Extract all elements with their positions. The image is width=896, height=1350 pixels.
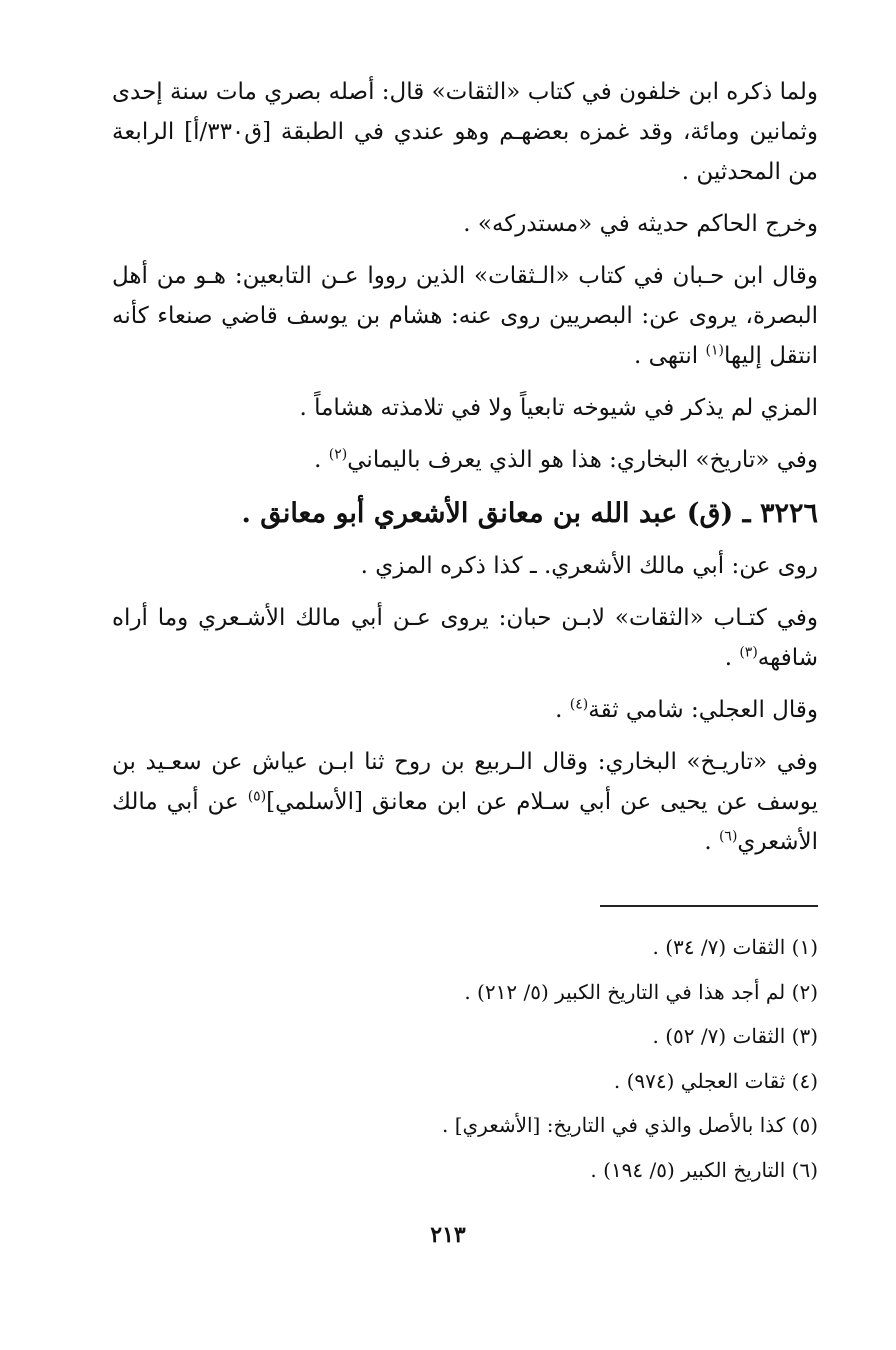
footnote-ref-4: (٤) (569, 696, 589, 713)
paragraph-4: المزي لم يذكر في شيوخه تابعياً ولا في تلامذته هشاماً . (299, 395, 818, 421)
footnote-item: (٦) التاريخ الكبير (٥/ ١٩٤) . (590, 1157, 818, 1182)
footnote-ref-3: (٣) (739, 644, 758, 661)
footnote-item: (١) الثقات (٧/ ٣٤) . (652, 935, 818, 959)
footnote-item: (٣) الثقات (٧/ ٥٢) . (652, 1024, 818, 1048)
paragraph-9: وفي «تاريـخ» البخاري: وقال الـربيع بن روح ثنا ابـن عياش عن سعـيد بن يوسف عن يحيى عن أبي سـلام عن ابن معانق [الأسلمي]$^{(٥)}$ عن أبي مالك الأشعري$^{(٦)}$ . (112, 749, 818, 855)
paragraph-8: وقال العجلي: شامي ثقة$^{(٤)}$ . (555, 696, 818, 723)
footnote-ref-6: (٦) (718, 828, 738, 845)
footnote-ref-1: (١) (705, 342, 724, 359)
footnote-separator (600, 905, 818, 907)
paragraph-3: وقال ابن حـبان في كتاب «الـثقات» الذين رووا عـن التابعين: هـو من أهل البصرة، يروى عن: البصريين روى عنه: هشام بن يوسف قاضي صنعاء كأنه انتقل إليها$^{(١)}$ انتهى . (112, 263, 818, 369)
entry-heading: ٣٢٢٦ ـ (ق) عبد الله بن معانق الأشعري أبو معانق . (241, 498, 818, 529)
paragraph-7: وفي كتـاب «الثقات» لابـن حبان: يروى عـن أبي مالك الأشـعري وما أراه شافهه$^{(٣)}$ . (112, 605, 818, 671)
paragraph-2: وخرج الحاكم حديثه في «مستدركه» . (463, 211, 818, 237)
page-body (112, 72, 818, 874)
paragraph-1: ولما ذكره ابن خلفون في كتاب «الثقات» قال: أصله بصري مات سنة إحدى وثمانين ومائة، وقد غمزه بعضهـم وهو عندي في الطبقة [ق٣٣٠/أ] الرابعة من المحدثين . (112, 79, 818, 185)
page-number: ٢١٣ (430, 1222, 466, 1248)
footnote-item: (٤) ثقات العجلي (٩٧٤) . (613, 1068, 818, 1093)
paragraph-6: روى عن: أبي مالك الأشعري. ـ كذا ذكره المزي . (360, 553, 818, 579)
footnote-ref-5: (٥) (247, 788, 267, 805)
paragraph-5: وفي «تاريخ» البخاري: هذا هو الذي يعرف باليماني$^{(٢)}$ . (314, 446, 818, 473)
footnote-ref-2: (٢) (328, 446, 348, 463)
footnote-item: (٢) لم أجد هذا في التاريخ الكبير (٥/ ٢١٢) . (464, 979, 818, 1004)
footnotes (200, 925, 818, 1192)
footnote-item: (٥) كذا بالأصل والذي في التاريخ: [الأشعري] . (441, 1113, 818, 1137)
